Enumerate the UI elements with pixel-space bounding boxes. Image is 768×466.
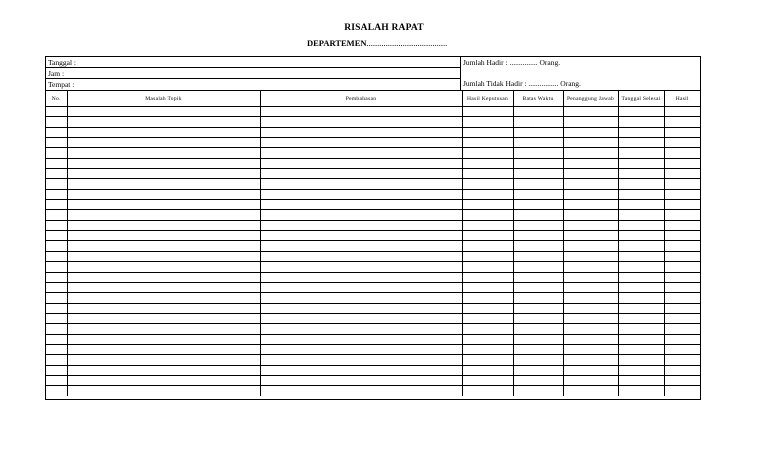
table-row <box>46 169 700 179</box>
table-header-row <box>46 91 700 107</box>
table-row <box>46 303 700 313</box>
table-cell[interactable] <box>462 107 513 117</box>
table-cell[interactable] <box>664 262 700 272</box>
table-cell[interactable] <box>664 200 700 210</box>
table-cell[interactable] <box>462 324 513 334</box>
table-row <box>46 179 700 189</box>
table-cell[interactable] <box>67 313 260 323</box>
table-cell[interactable] <box>513 344 563 354</box>
table-cell[interactable] <box>260 169 462 179</box>
table-cell[interactable] <box>513 179 563 189</box>
table-cell[interactable] <box>67 169 260 179</box>
table-cell[interactable] <box>260 313 462 323</box>
column-header: Penanggung Jawab <box>563 91 618 107</box>
table-cell[interactable] <box>46 138 67 148</box>
table-cell[interactable] <box>67 189 260 199</box>
table-cell[interactable] <box>46 231 67 241</box>
table-cell[interactable] <box>46 262 67 272</box>
table-cell[interactable] <box>563 251 618 261</box>
table-row <box>46 200 700 210</box>
table-cell[interactable] <box>67 158 260 168</box>
table-cell[interactable] <box>513 313 563 323</box>
table-cell[interactable] <box>664 293 700 303</box>
table-cell[interactable] <box>618 138 664 148</box>
table-cell[interactable] <box>618 241 664 251</box>
table-cell[interactable] <box>462 344 513 354</box>
table-cell[interactable] <box>513 251 563 261</box>
table-row <box>46 107 700 117</box>
table-cell[interactable] <box>664 375 700 385</box>
table-cell[interactable] <box>67 241 260 251</box>
table-row <box>46 117 700 127</box>
table-cell[interactable] <box>513 324 563 334</box>
table-cell[interactable] <box>67 272 260 282</box>
table-row <box>46 334 700 344</box>
table-cell[interactable] <box>664 282 700 292</box>
table-cell[interactable] <box>260 365 462 375</box>
table-cell[interactable] <box>664 189 700 199</box>
table-cell[interactable] <box>513 375 563 385</box>
table-cell[interactable] <box>260 200 462 210</box>
table-cell[interactable] <box>462 313 513 323</box>
table-cell[interactable] <box>563 220 618 230</box>
table-cell[interactable] <box>46 158 67 168</box>
table-cell[interactable] <box>67 303 260 313</box>
table-cell[interactable] <box>618 282 664 292</box>
table-cell[interactable] <box>563 272 618 282</box>
absentees-count-field[interactable]: Jumlah Tidak Hadir : ................ Orang. <box>463 79 581 88</box>
table-cell[interactable] <box>67 107 260 117</box>
table-row <box>46 293 700 303</box>
table-cell[interactable] <box>67 127 260 137</box>
table-cell[interactable] <box>46 117 67 127</box>
table-cell[interactable] <box>67 220 260 230</box>
table-row <box>46 282 700 292</box>
table-cell[interactable] <box>664 313 700 323</box>
table-cell[interactable] <box>260 117 462 127</box>
table-cell[interactable] <box>260 158 462 168</box>
table-cell[interactable] <box>67 148 260 158</box>
table-cell[interactable] <box>462 169 513 179</box>
table-cell[interactable] <box>513 220 563 230</box>
table-row <box>46 138 700 148</box>
table-cell[interactable] <box>260 231 462 241</box>
table-cell[interactable] <box>46 282 67 292</box>
table-cell[interactable] <box>563 375 618 385</box>
table-cell[interactable] <box>664 303 700 313</box>
table-cell[interactable] <box>664 272 700 282</box>
column-header: Tanggal Selesai <box>618 91 664 107</box>
table-cell[interactable] <box>67 179 260 189</box>
table-cell[interactable] <box>462 117 513 127</box>
table-cell[interactable] <box>462 282 513 292</box>
table-cell[interactable] <box>67 365 260 375</box>
table-cell[interactable] <box>46 386 67 396</box>
table-cell[interactable] <box>664 117 700 127</box>
table-cell[interactable] <box>563 179 618 189</box>
table-cell[interactable] <box>664 127 700 137</box>
table-cell[interactable] <box>618 210 664 220</box>
table-cell[interactable] <box>513 303 563 313</box>
table-cell[interactable] <box>46 355 67 365</box>
table-cell[interactable] <box>664 344 700 354</box>
table-cell[interactable] <box>563 386 618 396</box>
department-line <box>307 38 447 48</box>
table-cell[interactable] <box>563 127 618 137</box>
table-cell[interactable] <box>563 344 618 354</box>
table-cell[interactable] <box>462 189 513 199</box>
table-cell[interactable] <box>260 282 462 292</box>
table-cell[interactable] <box>664 107 700 117</box>
table-cell[interactable] <box>260 241 462 251</box>
table-cell[interactable] <box>664 169 700 179</box>
table-cell[interactable] <box>260 386 462 396</box>
table-body <box>46 107 700 397</box>
table-cell[interactable] <box>462 355 513 365</box>
table-cell[interactable] <box>67 324 260 334</box>
table-cell[interactable] <box>462 179 513 189</box>
table-cell[interactable] <box>513 241 563 251</box>
table-cell[interactable] <box>67 117 260 127</box>
table-row <box>46 241 700 251</box>
table-cell[interactable] <box>46 210 67 220</box>
table-cell[interactable] <box>46 200 67 210</box>
table-cell[interactable] <box>563 282 618 292</box>
table-cell[interactable] <box>563 313 618 323</box>
table-cell[interactable] <box>513 127 563 137</box>
attendees-count-field[interactable]: Jumlah Hadir : ............... Orang. <box>463 58 561 67</box>
table-cell[interactable] <box>67 344 260 354</box>
table-cell[interactable] <box>513 282 563 292</box>
table-cell[interactable] <box>618 344 664 354</box>
column-header: Hasil Keputusan <box>462 91 513 107</box>
table-cell[interactable] <box>618 355 664 365</box>
table-cell[interactable] <box>618 200 664 210</box>
minutes-table <box>46 90 700 396</box>
table-cell[interactable] <box>260 189 462 199</box>
table-cell[interactable] <box>46 169 67 179</box>
table-cell[interactable] <box>563 169 618 179</box>
table-cell[interactable] <box>618 313 664 323</box>
table-cell[interactable] <box>563 231 618 241</box>
table-cell[interactable] <box>67 200 260 210</box>
table-cell[interactable] <box>46 107 67 117</box>
table-row <box>46 158 700 168</box>
table-cell[interactable] <box>462 365 513 375</box>
table-cell[interactable] <box>67 293 260 303</box>
table-cell[interactable] <box>67 375 260 385</box>
table-cell[interactable] <box>260 324 462 334</box>
table-cell[interactable] <box>46 241 67 251</box>
attendance-block <box>462 57 700 91</box>
table-cell[interactable] <box>462 158 513 168</box>
table-cell[interactable] <box>618 231 664 241</box>
table-cell[interactable] <box>513 355 563 365</box>
table-cell[interactable] <box>513 334 563 344</box>
table-cell[interactable] <box>563 210 618 220</box>
table-cell[interactable] <box>664 386 700 396</box>
table-cell[interactable] <box>67 251 260 261</box>
table-cell[interactable] <box>563 138 618 148</box>
table-cell[interactable] <box>513 138 563 148</box>
table-cell[interactable] <box>260 303 462 313</box>
table-cell[interactable] <box>67 262 260 272</box>
table-cell[interactable] <box>46 344 67 354</box>
table-cell[interactable] <box>664 158 700 168</box>
table-cell[interactable] <box>67 231 260 241</box>
table-cell[interactable] <box>462 210 513 220</box>
table-cell[interactable] <box>664 179 700 189</box>
table-cell[interactable] <box>664 148 700 158</box>
table-cell[interactable] <box>664 231 700 241</box>
table-cell[interactable] <box>513 272 563 282</box>
table-cell[interactable] <box>618 220 664 230</box>
table-cell[interactable] <box>618 375 664 385</box>
table-cell[interactable] <box>46 148 67 158</box>
table-row <box>46 272 700 282</box>
table-cell[interactable] <box>618 334 664 344</box>
table-row <box>46 210 700 220</box>
table-cell[interactable] <box>67 386 260 396</box>
table-cell[interactable] <box>513 210 563 220</box>
table-row <box>46 355 700 365</box>
table-cell[interactable] <box>618 127 664 137</box>
table-cell[interactable] <box>260 293 462 303</box>
table-cell[interactable] <box>260 127 462 137</box>
table-cell[interactable] <box>618 272 664 282</box>
table-cell[interactable] <box>618 303 664 313</box>
table-cell[interactable] <box>46 303 67 313</box>
table-cell[interactable] <box>46 127 67 137</box>
table-cell[interactable] <box>46 272 67 282</box>
table-cell[interactable] <box>67 282 260 292</box>
table-cell[interactable] <box>563 107 618 117</box>
table-cell[interactable] <box>462 127 513 137</box>
table-cell[interactable] <box>513 365 563 375</box>
table-cell[interactable] <box>563 241 618 251</box>
department-field[interactable]: ...................................... <box>366 38 448 48</box>
table-cell[interactable] <box>462 303 513 313</box>
table-cell[interactable] <box>563 148 618 158</box>
table-cell[interactable] <box>46 220 67 230</box>
table-cell[interactable] <box>46 334 67 344</box>
table-row <box>46 231 700 241</box>
table-cell[interactable] <box>260 262 462 272</box>
table-cell[interactable] <box>462 272 513 282</box>
table-cell[interactable] <box>563 334 618 344</box>
table-cell[interactable] <box>618 386 664 396</box>
meeting-minutes-form <box>45 56 701 400</box>
table-cell[interactable] <box>664 138 700 148</box>
column-header: Masalah Topik <box>67 91 260 107</box>
table-cell[interactable] <box>513 107 563 117</box>
table-row <box>46 386 700 396</box>
table-cell[interactable] <box>513 262 563 272</box>
table-cell[interactable] <box>664 251 700 261</box>
table-cell[interactable] <box>563 200 618 210</box>
table-cell[interactable] <box>618 189 664 199</box>
table-row <box>46 251 700 261</box>
table-row <box>46 324 700 334</box>
time-field[interactable]: Jam : <box>46 68 460 79</box>
table-cell[interactable] <box>618 179 664 189</box>
table-row <box>46 220 700 230</box>
table-cell[interactable] <box>67 138 260 148</box>
table-cell[interactable] <box>563 158 618 168</box>
table-cell[interactable] <box>260 251 462 261</box>
place-field[interactable]: Tempat : <box>48 80 75 89</box>
table-cell[interactable] <box>462 200 513 210</box>
column-header: Batas Waktu <box>513 91 563 107</box>
table-cell[interactable] <box>462 231 513 241</box>
table-cell[interactable] <box>563 117 618 127</box>
table-cell[interactable] <box>67 355 260 365</box>
table-cell[interactable] <box>260 355 462 365</box>
table-cell[interactable] <box>462 220 513 230</box>
table-row <box>46 313 700 323</box>
table-cell[interactable] <box>563 189 618 199</box>
table-cell[interactable] <box>462 375 513 385</box>
table-cell[interactable] <box>513 158 563 168</box>
table-cell[interactable] <box>618 293 664 303</box>
table-cell[interactable] <box>260 334 462 344</box>
table-cell[interactable] <box>618 117 664 127</box>
table-cell[interactable] <box>260 375 462 385</box>
table-cell[interactable] <box>46 251 67 261</box>
table-cell[interactable] <box>46 324 67 334</box>
table-row <box>46 148 700 158</box>
table-cell[interactable] <box>462 251 513 261</box>
table-cell[interactable] <box>513 293 563 303</box>
table-cell[interactable] <box>260 344 462 354</box>
column-header: Pembahasan <box>260 91 462 107</box>
table-cell[interactable] <box>664 220 700 230</box>
column-header: Hasil <box>664 91 700 107</box>
table-cell[interactable] <box>260 210 462 220</box>
table-cell[interactable] <box>46 293 67 303</box>
table-cell[interactable] <box>462 386 513 396</box>
table-cell[interactable] <box>462 148 513 158</box>
table-cell[interactable] <box>462 241 513 251</box>
table-row <box>46 365 700 375</box>
table-cell[interactable] <box>563 355 618 365</box>
table-cell[interactable] <box>618 262 664 272</box>
table-cell[interactable] <box>513 386 563 396</box>
department-label: DEPARTEMEN <box>307 38 367 48</box>
table-cell[interactable] <box>46 365 67 375</box>
table-cell[interactable] <box>67 210 260 220</box>
column-header: No. <box>46 91 67 107</box>
table-cell[interactable] <box>664 355 700 365</box>
table-cell[interactable] <box>260 138 462 148</box>
date-field[interactable]: Tanggal : <box>46 57 460 68</box>
table-cell[interactable] <box>513 200 563 210</box>
table-cell[interactable] <box>46 375 67 385</box>
table-row <box>46 127 700 137</box>
table-cell[interactable] <box>618 365 664 375</box>
table-cell[interactable] <box>260 220 462 230</box>
table-cell[interactable] <box>46 189 67 199</box>
table-cell[interactable] <box>618 158 664 168</box>
table-cell[interactable] <box>260 148 462 158</box>
table-cell[interactable] <box>513 148 563 158</box>
table-cell[interactable] <box>618 148 664 158</box>
table-cell[interactable] <box>563 293 618 303</box>
table-cell[interactable] <box>46 179 67 189</box>
table-cell[interactable] <box>46 313 67 323</box>
document-title: RISALAH RAPAT <box>344 23 424 33</box>
table-cell[interactable] <box>664 365 700 375</box>
table-cell[interactable] <box>618 169 664 179</box>
table-cell[interactable] <box>462 138 513 148</box>
table-row <box>46 189 700 199</box>
table-cell[interactable] <box>664 210 700 220</box>
table-cell[interactable] <box>260 179 462 189</box>
table-cell[interactable] <box>618 107 664 117</box>
table-row <box>46 344 700 354</box>
table-cell[interactable] <box>618 324 664 334</box>
table-cell[interactable] <box>563 365 618 375</box>
table-cell[interactable] <box>513 117 563 127</box>
table-cell[interactable] <box>260 272 462 282</box>
table-cell[interactable] <box>563 324 618 334</box>
table-row <box>46 375 700 385</box>
table-cell[interactable] <box>664 241 700 251</box>
table-cell[interactable] <box>67 334 260 344</box>
table-cell[interactable] <box>462 293 513 303</box>
table-cell[interactable] <box>563 262 618 272</box>
table-cell[interactable] <box>618 251 664 261</box>
table-cell[interactable] <box>664 324 700 334</box>
table-cell[interactable] <box>260 107 462 117</box>
table-cell[interactable] <box>513 231 563 241</box>
table-cell[interactable] <box>513 189 563 199</box>
table-cell[interactable] <box>462 334 513 344</box>
table-cell[interactable] <box>462 262 513 272</box>
table-row <box>46 262 700 272</box>
table-cell[interactable] <box>664 334 700 344</box>
table-cell[interactable] <box>513 169 563 179</box>
table-cell[interactable] <box>563 303 618 313</box>
meeting-info-block <box>46 57 461 91</box>
